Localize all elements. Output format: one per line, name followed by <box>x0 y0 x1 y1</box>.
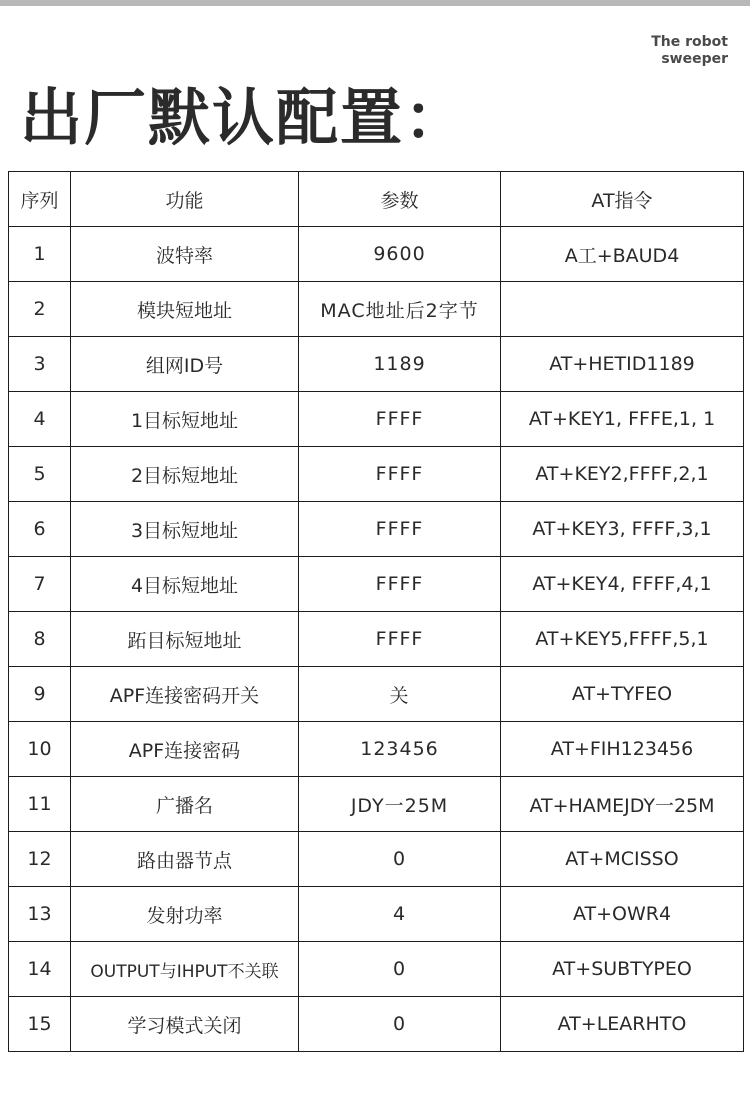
cell-sequence: 8 <box>9 612 71 667</box>
cell-at-command: AT+LEARHTO <box>501 997 744 1052</box>
cell-sequence: 12 <box>9 832 71 887</box>
cell-parameter: MAC地址后2字节 <box>299 282 501 337</box>
header-parameter: 参数 <box>299 172 501 227</box>
table-row <box>9 227 744 282</box>
cell-sequence: 7 <box>9 557 71 612</box>
header-function: 功能 <box>71 172 299 227</box>
cell-at-command <box>501 282 744 337</box>
table-row <box>9 282 744 337</box>
brand-caption <box>651 34 728 68</box>
cell-function: 跖目标短地址 <box>71 612 299 667</box>
cell-parameter: 9600 <box>299 227 501 282</box>
cell-sequence: 15 <box>9 997 71 1052</box>
cell-parameter: FFFF <box>299 392 501 447</box>
header-sequence: 序列 <box>9 172 71 227</box>
cell-at-command: AT+FIH123456 <box>501 722 744 777</box>
factory-config-table <box>8 171 744 1052</box>
table-row <box>9 997 744 1052</box>
cell-sequence: 11 <box>9 777 71 832</box>
cell-at-command: AT+HAMEJDY一25M <box>501 777 744 832</box>
cell-at-command: AT+HETID1189 <box>501 337 744 392</box>
table-row <box>9 337 744 392</box>
cell-function: 路由器节点 <box>71 832 299 887</box>
table-row <box>9 887 744 942</box>
table-row <box>9 447 744 502</box>
brand-line-2: sweeper <box>661 51 728 67</box>
cell-sequence: 13 <box>9 887 71 942</box>
cell-at-command: AT+SUBTYPEO <box>501 942 744 997</box>
cell-at-command: AT+OWR4 <box>501 887 744 942</box>
cell-sequence: 1 <box>9 227 71 282</box>
cell-function: 广播名 <box>71 777 299 832</box>
table-row <box>9 392 744 447</box>
cell-parameter: 0 <box>299 832 501 887</box>
table-header-row <box>9 172 744 227</box>
table-row <box>9 557 744 612</box>
cell-function: 3目标短地址 <box>71 502 299 557</box>
cell-parameter: 4 <box>299 887 501 942</box>
cell-parameter: 关 <box>299 667 501 722</box>
cell-at-command: AT+KEY3, FFFF,3,1 <box>501 502 744 557</box>
cell-parameter: FFFF <box>299 447 501 502</box>
cell-sequence: 5 <box>9 447 71 502</box>
cell-sequence: 6 <box>9 502 71 557</box>
brand-line-1: The robot <box>651 34 728 50</box>
cell-sequence: 3 <box>9 337 71 392</box>
table-row <box>9 667 744 722</box>
cell-function: 2目标短地址 <box>71 447 299 502</box>
cell-at-command: AT+KEY5,FFFF,5,1 <box>501 612 744 667</box>
table-row <box>9 832 744 887</box>
top-divider-bar <box>0 0 750 6</box>
cell-function: 学习模式关闭 <box>71 997 299 1052</box>
cell-function: 4目标短地址 <box>71 557 299 612</box>
cell-parameter: 1189 <box>299 337 501 392</box>
cell-parameter: FFFF <box>299 612 501 667</box>
cell-parameter: 0 <box>299 997 501 1052</box>
cell-function: APF连接密码 <box>71 722 299 777</box>
cell-at-command: AT+KEY4, FFFF,4,1 <box>501 557 744 612</box>
cell-at-command: AT+TYFEO <box>501 667 744 722</box>
cell-sequence: 10 <box>9 722 71 777</box>
cell-at-command: AT+KEY1, FFFE,1, 1 <box>501 392 744 447</box>
cell-parameter: FFFF <box>299 557 501 612</box>
table-row <box>9 777 744 832</box>
cell-at-command: AT+KEY2,FFFF,2,1 <box>501 447 744 502</box>
cell-function: 发射功率 <box>71 887 299 942</box>
cell-at-command: A工+BAUD4 <box>501 227 744 282</box>
cell-function: 模块短地址 <box>71 282 299 337</box>
cell-parameter: FFFF <box>299 502 501 557</box>
table-row <box>9 722 744 777</box>
header-at-command: AT指令 <box>501 172 744 227</box>
cell-function: APF连接密码开关 <box>71 667 299 722</box>
cell-sequence: 9 <box>9 667 71 722</box>
cell-at-command: AT+MCISSO <box>501 832 744 887</box>
table-row <box>9 612 744 667</box>
cell-sequence: 2 <box>9 282 71 337</box>
table-row <box>9 942 744 997</box>
table-row <box>9 502 744 557</box>
cell-function: 组网ID号 <box>71 337 299 392</box>
cell-sequence: 14 <box>9 942 71 997</box>
page-title: 出厂默认配置： <box>20 81 469 154</box>
cell-parameter: 0 <box>299 942 501 997</box>
cell-function: 1目标短地址 <box>71 392 299 447</box>
cell-parameter: JDY一25M <box>299 777 501 832</box>
cell-function: OUTPUT与IHPUT不关联 <box>71 942 299 997</box>
cell-parameter: 123456 <box>299 722 501 777</box>
cell-function: 波特率 <box>71 227 299 282</box>
cell-sequence: 4 <box>9 392 71 447</box>
